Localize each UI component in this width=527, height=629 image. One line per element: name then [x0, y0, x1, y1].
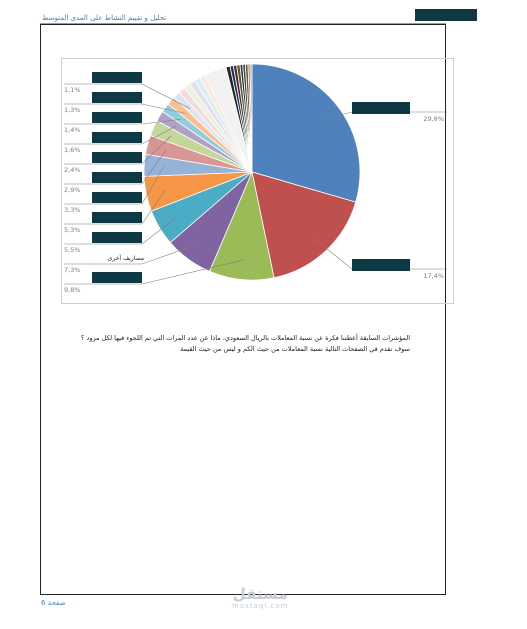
value-label: 2,9% — [64, 186, 81, 194]
value-label: 1,1% — [64, 86, 81, 94]
watermark — [232, 586, 288, 610]
redacted-label — [92, 152, 142, 163]
header-title: تحليل و تقييم النشاط على المدى المتوسط — [42, 14, 167, 22]
redacted-label — [92, 272, 142, 283]
redacted-label — [352, 259, 410, 271]
redacted-label — [92, 72, 142, 83]
redacted-label — [352, 102, 410, 114]
value-label: 9,8% — [64, 286, 81, 294]
value-label: 29,8% — [423, 115, 444, 123]
value-label: 7,3% — [64, 266, 81, 274]
paragraph-question: المؤشرات السابقة أعطتنا فكرة عن نسبة المعاملات بالريال السعودي، ماذا عن عدد المرات التي تم اللجوء فيها لكل مزود ؟ — [80, 334, 410, 342]
page-number: صفحة 6 — [41, 599, 66, 607]
value-label: 17,4% — [423, 272, 444, 280]
redacted-label — [92, 112, 142, 123]
redacted-label — [92, 132, 142, 143]
watermark-url: mostaql.com — [232, 602, 289, 610]
value-label: 1,6% — [64, 146, 81, 154]
redacted-label — [92, 92, 142, 103]
value-label: 1,3% — [64, 106, 81, 114]
redacted-label — [92, 192, 142, 203]
pie-chart — [62, 59, 453, 303]
chart-area — [61, 58, 454, 304]
value-label: 2,4% — [64, 166, 81, 174]
redacted-label — [92, 172, 142, 183]
value-label: 1,4% — [64, 126, 81, 134]
paragraph-note: سوف نقدم في الصفحات التالية نسبة المعاملات من حيث الكم و ليس من حيث القيمة — [180, 345, 410, 353]
value-label: 3,3% — [64, 206, 81, 214]
redacted-label — [92, 212, 142, 223]
redacted-header-block — [415, 9, 477, 21]
value-label: 5,3% — [64, 226, 81, 234]
category-label: مصاريف أخرى — [107, 255, 144, 262]
value-label: 5,5% — [64, 246, 81, 254]
redacted-label — [92, 232, 142, 243]
watermark-logo: مستقل — [232, 585, 288, 603]
